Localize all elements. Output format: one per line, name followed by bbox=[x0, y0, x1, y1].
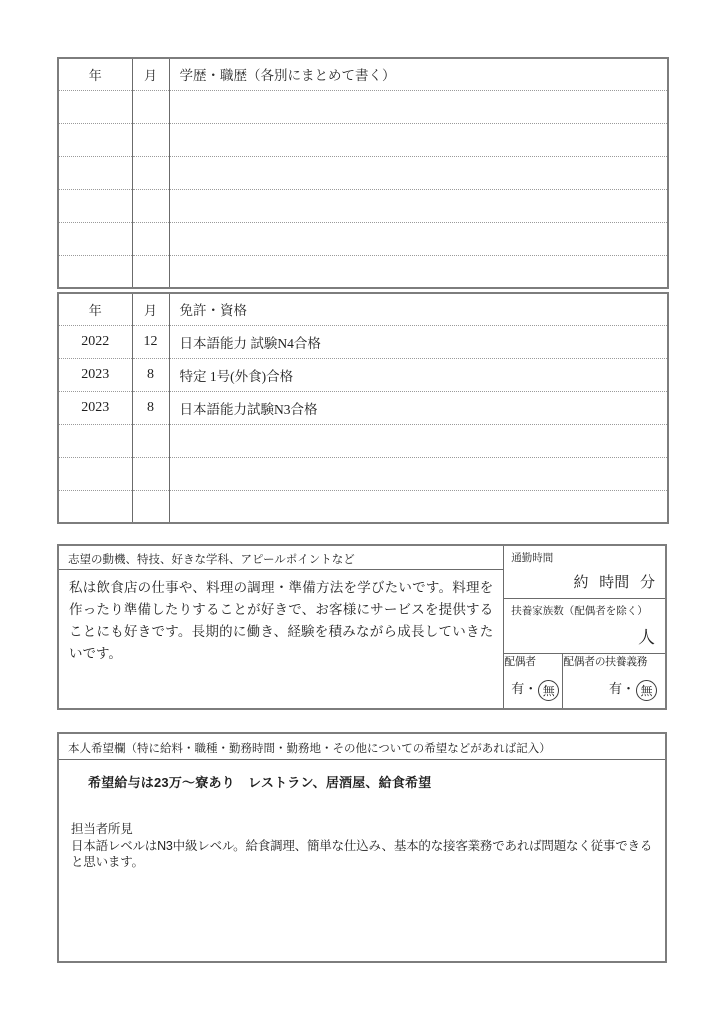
spouse-cell bbox=[504, 654, 563, 708]
license-row bbox=[58, 424, 668, 457]
license-qualification-table bbox=[57, 292, 669, 524]
month-cell: 12 bbox=[132, 325, 169, 358]
month-cell bbox=[132, 189, 169, 222]
month-cell bbox=[132, 156, 169, 189]
license-row bbox=[58, 358, 668, 391]
education-history-table bbox=[57, 57, 669, 289]
month-cell bbox=[132, 424, 169, 457]
month-column-header: 月 bbox=[132, 58, 169, 90]
motivation-text: 私は飲食店の仕事や、料理の調理・準備方法を学びたいです。料理を作ったり準備したりすることが好きで、お客様にサービスを提供することにも好きです。長期的に働き、経験を積みながら成長していきたいです。 bbox=[69, 580, 494, 661]
month-cell bbox=[132, 490, 169, 523]
spouse-label: 配偶者 bbox=[504, 656, 536, 668]
month-cell bbox=[132, 90, 169, 123]
year-column-header: 年 bbox=[88, 67, 102, 83]
detail-cell: 日本語能力試験N3合格 bbox=[169, 391, 668, 424]
year-cell: 2023 bbox=[58, 358, 132, 391]
month-cell: 8 bbox=[132, 358, 169, 391]
motivation-section bbox=[59, 546, 504, 708]
commute-time-label: 通勤時間 bbox=[511, 553, 554, 564]
recruiter-note-title: 担当者所見 bbox=[71, 822, 133, 836]
license-header-row bbox=[58, 293, 668, 325]
personal-wishes-label: 本人希望欄（特に給料・職種・勤務時間・勤務地・その他についての希望などがあれば記入） bbox=[59, 734, 665, 760]
detail-cell: 特定 1号(外食)合格 bbox=[169, 358, 668, 391]
education-history-row bbox=[58, 90, 668, 123]
spouse-no-option-circled: 無 bbox=[538, 680, 559, 701]
dependents-count-label: 扶養家族数（配偶者を除く） bbox=[511, 606, 648, 617]
year-cell: 2022 bbox=[58, 325, 132, 358]
year-cell bbox=[58, 255, 132, 288]
dependents-count-cell bbox=[504, 599, 665, 654]
choice-separator: ・ bbox=[524, 681, 538, 697]
motivation-and-personal-info-block bbox=[57, 544, 667, 710]
detail-cell: 日本語能力 試験N4合格 bbox=[169, 325, 668, 358]
choice-separator: ・ bbox=[621, 681, 635, 697]
month-cell: 8 bbox=[132, 391, 169, 424]
education-history-row bbox=[58, 123, 668, 156]
detail-cell bbox=[169, 222, 668, 255]
education-history-row bbox=[58, 189, 668, 222]
personal-info-column bbox=[504, 546, 665, 708]
month-cell bbox=[132, 222, 169, 255]
motivation-label: 志望の動機、特技、好きな学科、アピールポイントなど bbox=[59, 546, 503, 570]
history-and-license-tables bbox=[57, 57, 667, 524]
education-history-column-header: 学歴・職歴（各別にまとめて書く） bbox=[169, 58, 668, 90]
personal-wishes-section bbox=[57, 732, 667, 963]
year-cell bbox=[58, 457, 132, 490]
commute-time-cell bbox=[504, 546, 665, 599]
license-row bbox=[58, 490, 668, 523]
month-cell bbox=[132, 457, 169, 490]
license-row bbox=[58, 457, 668, 490]
license-column-header: 免許・資格 bbox=[169, 293, 668, 325]
year-cell bbox=[58, 123, 132, 156]
education-history-row bbox=[58, 255, 668, 288]
recruiter-note-text: 日本語レベルはN3中級レベル。給食調理、簡単な仕込み、基本的な接客業務であれば問題なく従事できると思います。 bbox=[71, 838, 653, 869]
year-cell bbox=[58, 490, 132, 523]
month-column-header: 月 bbox=[132, 293, 169, 325]
detail-cell bbox=[169, 189, 668, 222]
duty-no-option-circled: 無 bbox=[636, 680, 657, 701]
spouse-cells-row bbox=[504, 654, 665, 708]
detail-cell bbox=[169, 490, 668, 523]
detail-cell bbox=[169, 123, 668, 156]
month-cell bbox=[132, 123, 169, 156]
spouse-support-duty-label: 配偶者の扶養義務 bbox=[563, 656, 648, 668]
license-row bbox=[58, 391, 668, 424]
detail-cell bbox=[169, 457, 668, 490]
detail-cell bbox=[169, 156, 668, 189]
detail-cell bbox=[169, 424, 668, 457]
detail-cell bbox=[169, 90, 668, 123]
duty-yes-option: 有 bbox=[608, 681, 622, 697]
year-column-header: 年 bbox=[88, 302, 102, 318]
spouse-support-duty-choice bbox=[609, 678, 657, 701]
year-cell bbox=[58, 222, 132, 255]
spouse-choice bbox=[511, 678, 559, 701]
personal-wishes-body bbox=[59, 760, 665, 871]
education-history-header-row bbox=[58, 58, 668, 90]
detail-cell bbox=[169, 255, 668, 288]
license-row bbox=[58, 325, 668, 358]
spouse-yes-option: 有 bbox=[511, 681, 525, 697]
month-cell bbox=[132, 255, 169, 288]
education-history-row bbox=[58, 222, 668, 255]
year-cell: 2023 bbox=[58, 391, 132, 424]
year-cell bbox=[58, 424, 132, 457]
wish-text: 希望給与は23万〜寮あり レストラン、居酒屋、給食希望 bbox=[88, 775, 432, 790]
spouse-support-duty-cell bbox=[563, 654, 665, 708]
dependents-count-unit: 人 bbox=[638, 628, 655, 647]
year-cell bbox=[58, 90, 132, 123]
education-history-row bbox=[58, 156, 668, 189]
recruiter-note bbox=[71, 821, 653, 871]
year-cell bbox=[58, 156, 132, 189]
commute-time-value: 約 時間 分 bbox=[573, 575, 655, 591]
year-cell bbox=[58, 189, 132, 222]
